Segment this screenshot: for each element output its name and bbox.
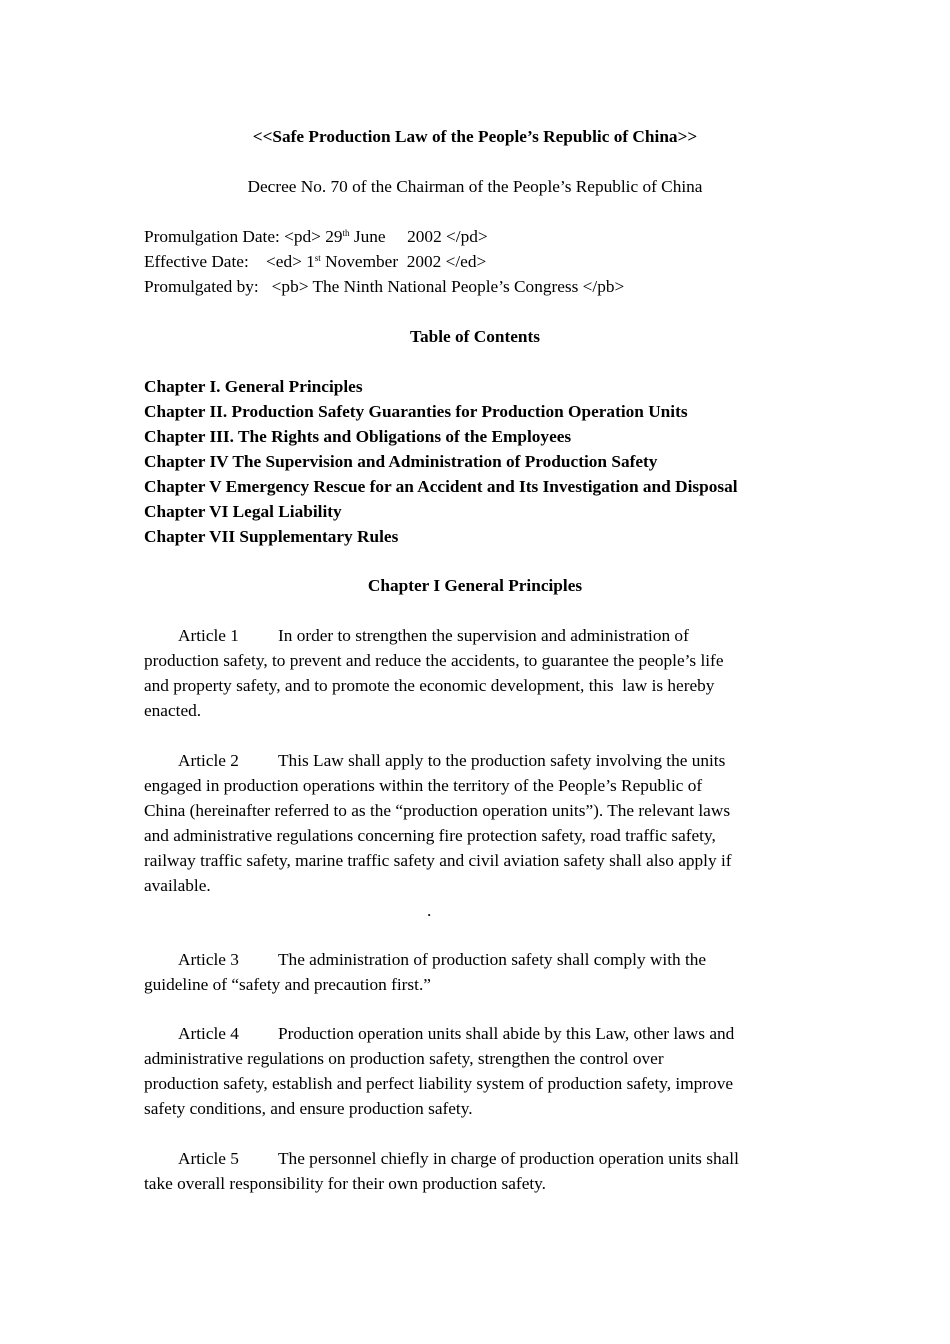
article-text: production safety, to prevent and reduce the accidents, to guarantee the people’s life [144,651,724,670]
chapter-heading: Chapter I General Principles [367,576,583,595]
effective-date-label: Effective Date: <ed> 1 [144,252,315,271]
article-text: engaged in production operations within the territory of the People’s Republic of [144,776,703,795]
article-text: In order to strengthen the supervision and administration of [278,626,689,645]
article-text: administrative regulations on production safety, strengthen the control over [144,1049,664,1068]
ordinal-suffix: th [342,228,350,238]
toc-item: Chapter V Emergency Rescue for an Accident and Its Investigation and Disposal [144,477,738,496]
article-5-first-line [144,1146,739,1171]
article-text: enacted. [144,701,202,720]
toc-item: Chapter III. The Rights and Obligations of the Employees [144,427,572,446]
article-text: Production operation units shall abide by this Law, other laws and [278,1024,735,1043]
effective-date [144,249,486,274]
promulgated-by: Promulgated by: <pb> The Ninth National People’s Congress </pb> [144,277,625,296]
article-text: This Law shall apply to the production safety involving the units [278,751,726,770]
article-1-first-line [144,623,689,648]
promulgation-date [144,224,488,249]
article-text: and property safety, and to promote the economic development, this law is hereby [144,676,715,695]
article-4-first-line [144,1021,734,1046]
article-text: The personnel chiefly in charge of production operation units shall [278,1149,739,1168]
toc-item: Chapter I. General Principles [144,377,363,396]
article-text: safety conditions, and ensure production safety. [144,1099,473,1118]
article-text: China (hereinafter referred to as the “production operation units”). The relevant laws [144,801,731,820]
decree-line: Decree No. 70 of the Chairman of the People’s Republic of China [247,177,703,196]
toc-item: Chapter VI Legal Liability [144,502,342,521]
toc-item: Chapter II. Production Safety Guaranties for Production Operation Units [144,402,688,421]
promulgation-date-value: June 2002 </pd> [349,227,488,246]
effective-date-value: November 2002 </ed> [320,252,487,271]
toc-heading: Table of Contents [410,327,540,346]
article-text: railway traffic safety, marine traffic safety and civil aviation safety shall also apply if [144,851,732,870]
article-2-first-line [144,748,725,773]
article-text: and administrative regulations concerning fire protection safety, road traffic safety, [144,826,716,845]
article-label: Article 4 [178,1024,239,1043]
stray-mark: . [427,901,432,920]
article-text: The administration of production safety shall comply with the [278,950,707,969]
document-title: <<Safe Production Law of the People’s Republic of China>> [252,127,698,146]
toc-item: Chapter IV The Supervision and Administration of Production Safety [144,452,658,471]
article-label: Article 5 [178,1149,239,1168]
toc-item: Chapter VII Supplementary Rules [144,527,399,546]
article-label: Article 1 [178,626,239,645]
article-label: Article 3 [178,950,239,969]
article-text: take overall responsibility for their own production safety. [144,1174,546,1193]
article-label: Article 2 [178,751,239,770]
article-text: available. [144,876,211,895]
article-3-first-line [144,947,706,972]
ordinal-suffix: st [314,253,321,263]
article-text: production safety, establish and perfect liability system of production safety, improve [144,1074,734,1093]
promulgation-date-label: Promulgation Date: <pd> 29 [144,227,343,246]
article-text: guideline of “safety and precaution first.” [144,975,431,994]
